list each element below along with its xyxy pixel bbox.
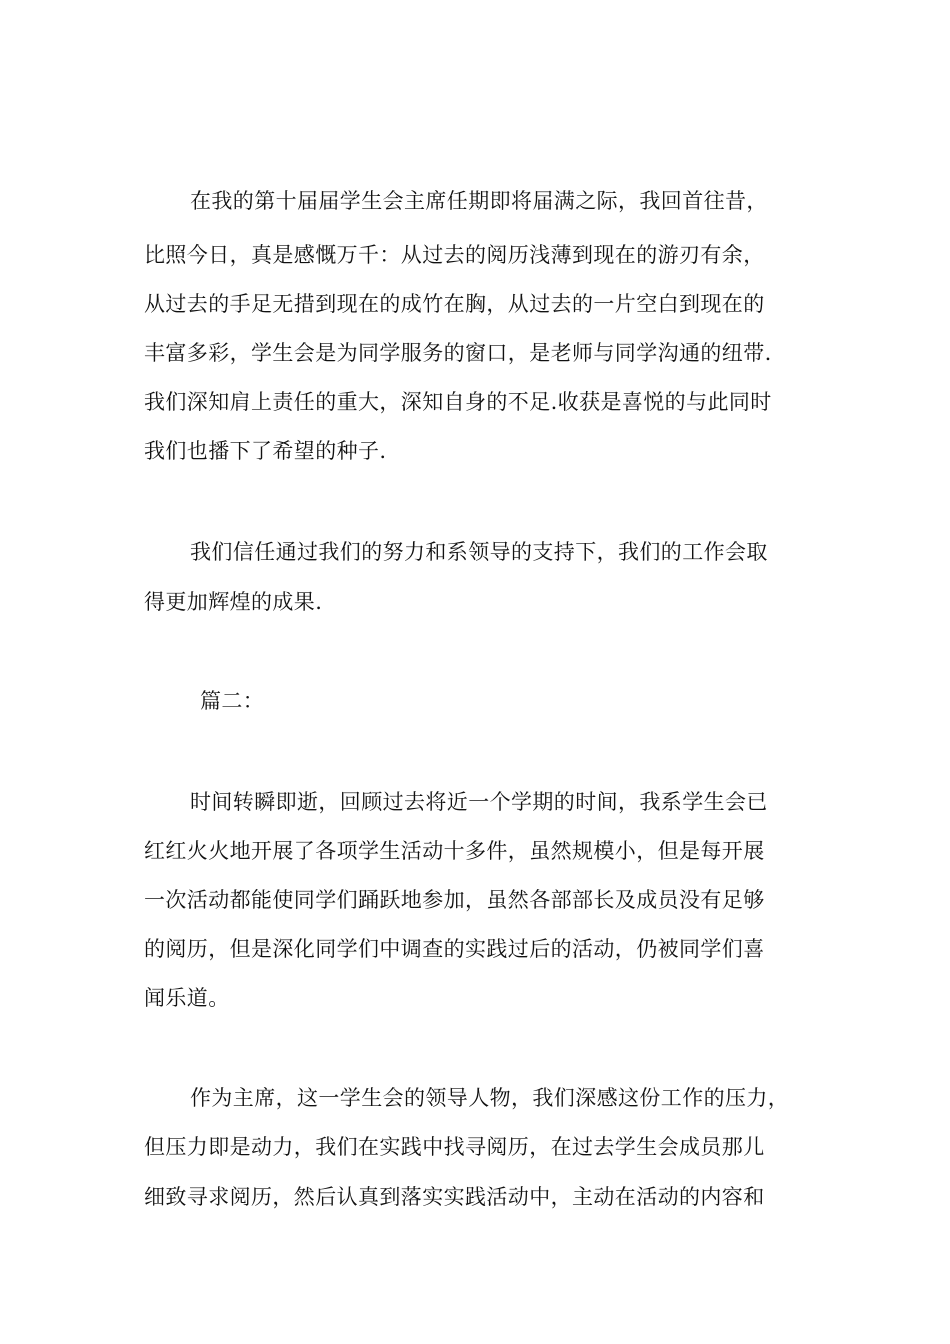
paragraph-line: 在我的第十届届学生会主席任期即将届满之际，我回首往昔， — [190, 189, 768, 213]
paragraph-line: 丰富多彩，学生会是为同学服务的窗口，是老师与同学沟通的纽带. — [144, 341, 772, 365]
paragraph-line: 从过去的手足无措到现在的成竹在胸，从过去的一片空白到现在的 — [144, 292, 765, 316]
paragraph-line: 但压力即是动力，我们在实践中找寻阅历，在过去学生会成员那儿 — [144, 1135, 765, 1159]
paragraph-line: 的阅历，但是深化同学们中调查的实践过后的活动，仍被同学们喜 — [144, 937, 765, 961]
paragraph-line: 我们信任通过我们的努力和系领导的支持下，我们的工作会取 — [190, 540, 768, 564]
paragraph-line: 我们也播下了希望的种子. — [144, 439, 387, 463]
paragraph-line: 我们深知肩上责任的重大，深知自身的不足.收获是喜悦的与此同时 — [144, 390, 772, 414]
paragraph-line: 比照今日，真是感慨万千：从过去的阅历浅薄到现在的游刃有余， — [144, 243, 765, 267]
paragraph-line: 红红火火地开展了各项学生活动十多件，虽然规模小，但是每开展 — [144, 839, 765, 863]
paragraph-line: 时间转瞬即逝，回顾过去将近一个学期的时间，我系学生会已 — [190, 790, 768, 814]
paragraph-line: 闻乐道。 — [144, 986, 230, 1010]
section-heading: 篇二： — [200, 689, 265, 713]
paragraph-line: 一次活动都能使同学们踊跃地参加，虽然各部部长及成员没有足够 — [144, 888, 765, 912]
paragraph-line: 作为主席，这一学生会的领导人物，我们深感这份工作的压力， — [190, 1086, 790, 1110]
paragraph-line: 细致寻求阅历，然后认真到落实实践活动中，主动在活动的内容和 — [144, 1185, 765, 1209]
paragraph-line: 得更加辉煌的成果. — [144, 590, 323, 614]
